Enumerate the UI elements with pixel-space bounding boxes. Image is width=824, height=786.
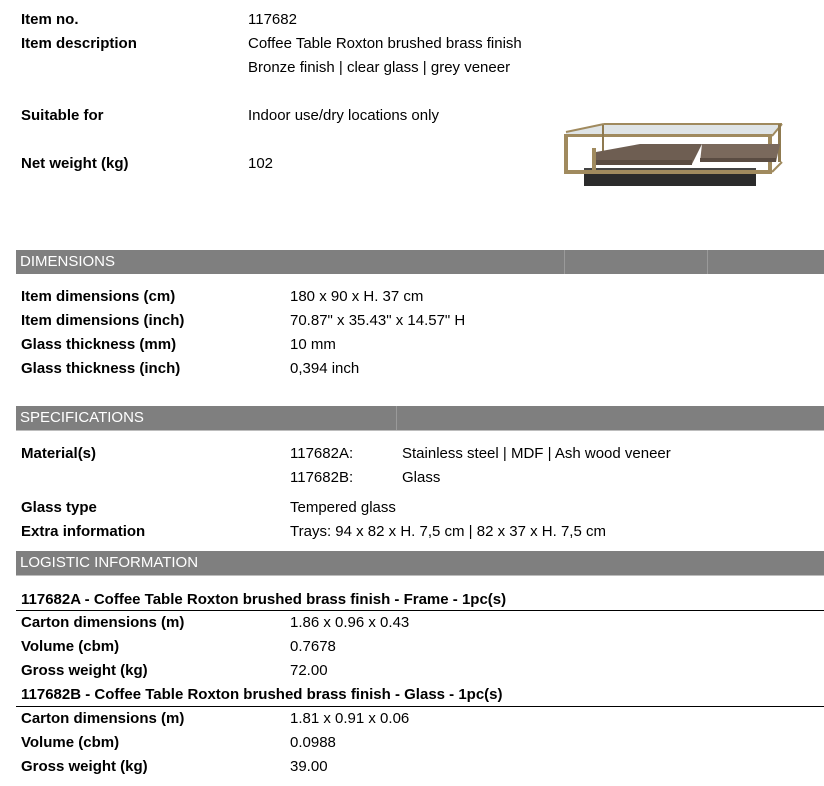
specifications-section-header xyxy=(16,406,824,430)
part-b-label-0: Carton dimensions (m) xyxy=(21,710,185,727)
part-a-label-1: Volume (cbm) xyxy=(21,638,120,655)
item-description-line1: Coffee Table Roxton brushed brass finish xyxy=(248,35,522,52)
specifications-title: SPECIFICATIONS xyxy=(20,409,144,426)
item-description-label: Item description xyxy=(21,35,137,52)
part-a-label-2: Gross weight (kg) xyxy=(21,662,148,679)
part-a-value-2: 72.00 xyxy=(290,662,328,679)
part-b-value-2: 39.00 xyxy=(290,758,328,775)
item-no-value: 117682 xyxy=(248,11,297,28)
part-b-value-0: 1.81 x 0.91 x 0.06 xyxy=(290,710,410,727)
material-code-a: 117682A: xyxy=(290,445,354,462)
suitable-for-value: Indoor use/dry locations only xyxy=(248,107,439,124)
dim-label-2: Glass thickness (mm) xyxy=(21,336,177,353)
part-a-label-0: Carton dimensions (m) xyxy=(21,614,185,631)
glass-type-value: Tempered glass xyxy=(290,499,396,516)
part-a-value-0: 1.86 x 0.96 x 0.43 xyxy=(290,614,410,631)
item-description-line2: Bronze finish | clear glass | grey veneer xyxy=(248,59,511,76)
net-weight-label: Net weight (kg) xyxy=(21,155,129,172)
logistic-part-b-heading: 117682B - Coffee Table Roxton brushed brass finish - Glass - 1pc(s) xyxy=(21,686,503,703)
part-b-label-1: Volume (cbm) xyxy=(21,734,120,751)
dim-label-0: Item dimensions (cm) xyxy=(21,288,176,305)
dimensions-title: DIMENSIONS xyxy=(20,253,116,270)
dim-label-3: Glass thickness (inch) xyxy=(21,360,181,377)
dim-value-3: 0,394 inch xyxy=(290,360,360,377)
part-a-value-1: 0.7678 xyxy=(290,638,336,655)
dim-value-1: 70.87" x 35.43" x 14.57" H xyxy=(290,312,466,329)
product-image xyxy=(552,122,788,192)
extra-information-value: Trays: 94 x 82 x H. 7,5 cm | 82 x 37 x H. 7,5 cm xyxy=(290,523,606,540)
dimensions-section-header xyxy=(16,250,824,274)
logistic-title: LOGISTIC INFORMATION xyxy=(20,554,199,571)
material-code-b: 117682B: xyxy=(290,469,354,486)
glass-type-label: Glass type xyxy=(21,499,97,516)
extra-information-label: Extra information xyxy=(21,523,146,540)
logistic-part-a-heading: 117682A - Coffee Table Roxton brushed brass finish - Frame - 1pc(s) xyxy=(21,591,507,608)
part-b-label-2: Gross weight (kg) xyxy=(21,758,148,775)
logistic-section-header xyxy=(16,551,824,575)
dim-value-0: 180 x 90 x H. 37 cm xyxy=(290,288,424,305)
materials-label: Material(s) xyxy=(21,445,97,462)
item-no-label: Item no. xyxy=(21,11,79,28)
material-value-a: Stainless steel | MDF | Ash wood veneer xyxy=(402,445,671,462)
suitable-for-label: Suitable for xyxy=(21,107,104,124)
dim-value-2: 10 mm xyxy=(290,336,336,353)
dim-label-1: Item dimensions (inch) xyxy=(21,312,185,329)
part-b-value-1: 0.0988 xyxy=(290,734,336,751)
net-weight-value: 102 xyxy=(248,155,274,172)
material-value-b: Glass xyxy=(402,469,441,486)
